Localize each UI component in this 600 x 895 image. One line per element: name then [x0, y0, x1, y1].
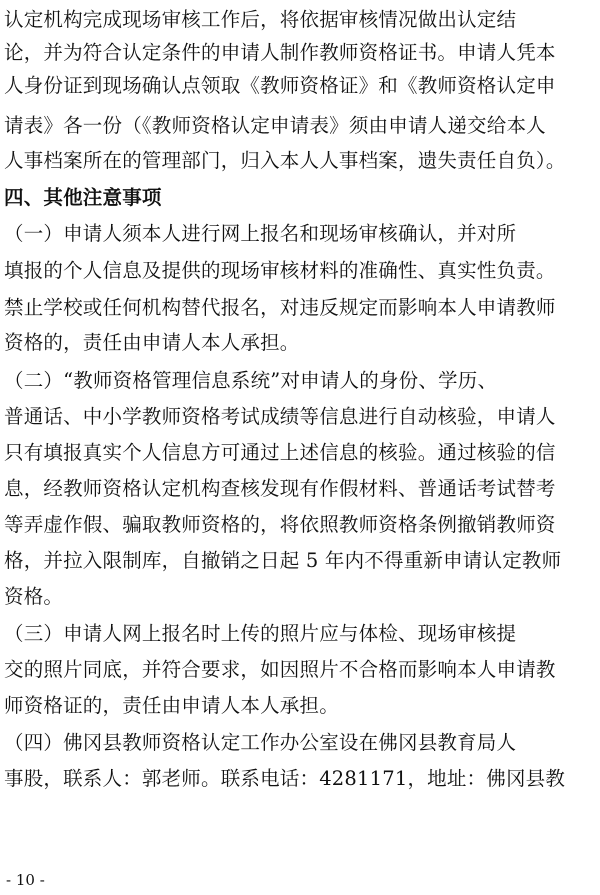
text-line: 认定机构完成现场审核工作后，将依据审核情况做出认定结: [4, 8, 517, 31]
text-line: 只有填报真实个人信息方可通过上述信息的核验。通过核验的信: [4, 441, 556, 464]
text-line: （一）申请人须本人进行网上报名和现场审核确认，并对所: [4, 222, 517, 245]
text-line: 资格的，责任由申请人本人承担。: [4, 331, 300, 354]
text-line: （三）申请人网上报名时上传的照片应与体检、现场审核提: [4, 622, 517, 645]
text-line: 普通话、中小学教师资格考试成绩等信息进行自动核验，申请人: [4, 405, 556, 428]
text-line: 论，并为符合认定条件的申请人制作教师资格证书。申请人凭本: [4, 41, 556, 64]
text-line: 人身份证到现场确认点领取《教师资格证》和《教师资格认定申: [4, 74, 556, 97]
text-line: 师资格证的，责任由申请人本人承担。: [4, 694, 339, 717]
text-line: 息，经教师资格认定机构查核发现有作假材料、普通话考试替考: [4, 477, 556, 500]
section-heading: 四、其他注意事项: [4, 186, 162, 209]
text-line: 禁止学校或任何机构替代报名，对违反规定而影响本人申请教师: [4, 296, 556, 319]
text-line: 格，并拉入限制库，自撤销之日起 5 年内不得重新申请认定教师: [4, 549, 562, 572]
text-line: 请表》各一份（《教师资格认定申请表》须由申请人递交给本人: [4, 114, 546, 137]
text-line: 事股，联系人：郭老师。联系电话：4281171，地址：佛冈县教: [4, 767, 566, 790]
page-number: - 10 -: [6, 871, 45, 889]
text-line: 等弄虚作假、骗取教师资格的，将依照教师资格条例撤销教师资: [4, 513, 556, 536]
text-line: （二）“教师资格管理信息系统”对申请人的身份、学历、: [4, 369, 498, 392]
text-line: 人事档案所在的管理部门，归入本人人事档案，遗失责任自负）。: [4, 149, 566, 172]
text-line: 资格。: [4, 585, 64, 608]
text-line: 填报的个人信息及提供的现场审核材料的准确性、真实性负责。: [4, 259, 556, 282]
text-line: （四）佛冈县教师资格认定工作办公室设在佛冈县教育局人: [4, 731, 517, 754]
text-line: 交的照片同底，并符合要求，如因照片不合格而影响本人申请教: [4, 658, 556, 681]
